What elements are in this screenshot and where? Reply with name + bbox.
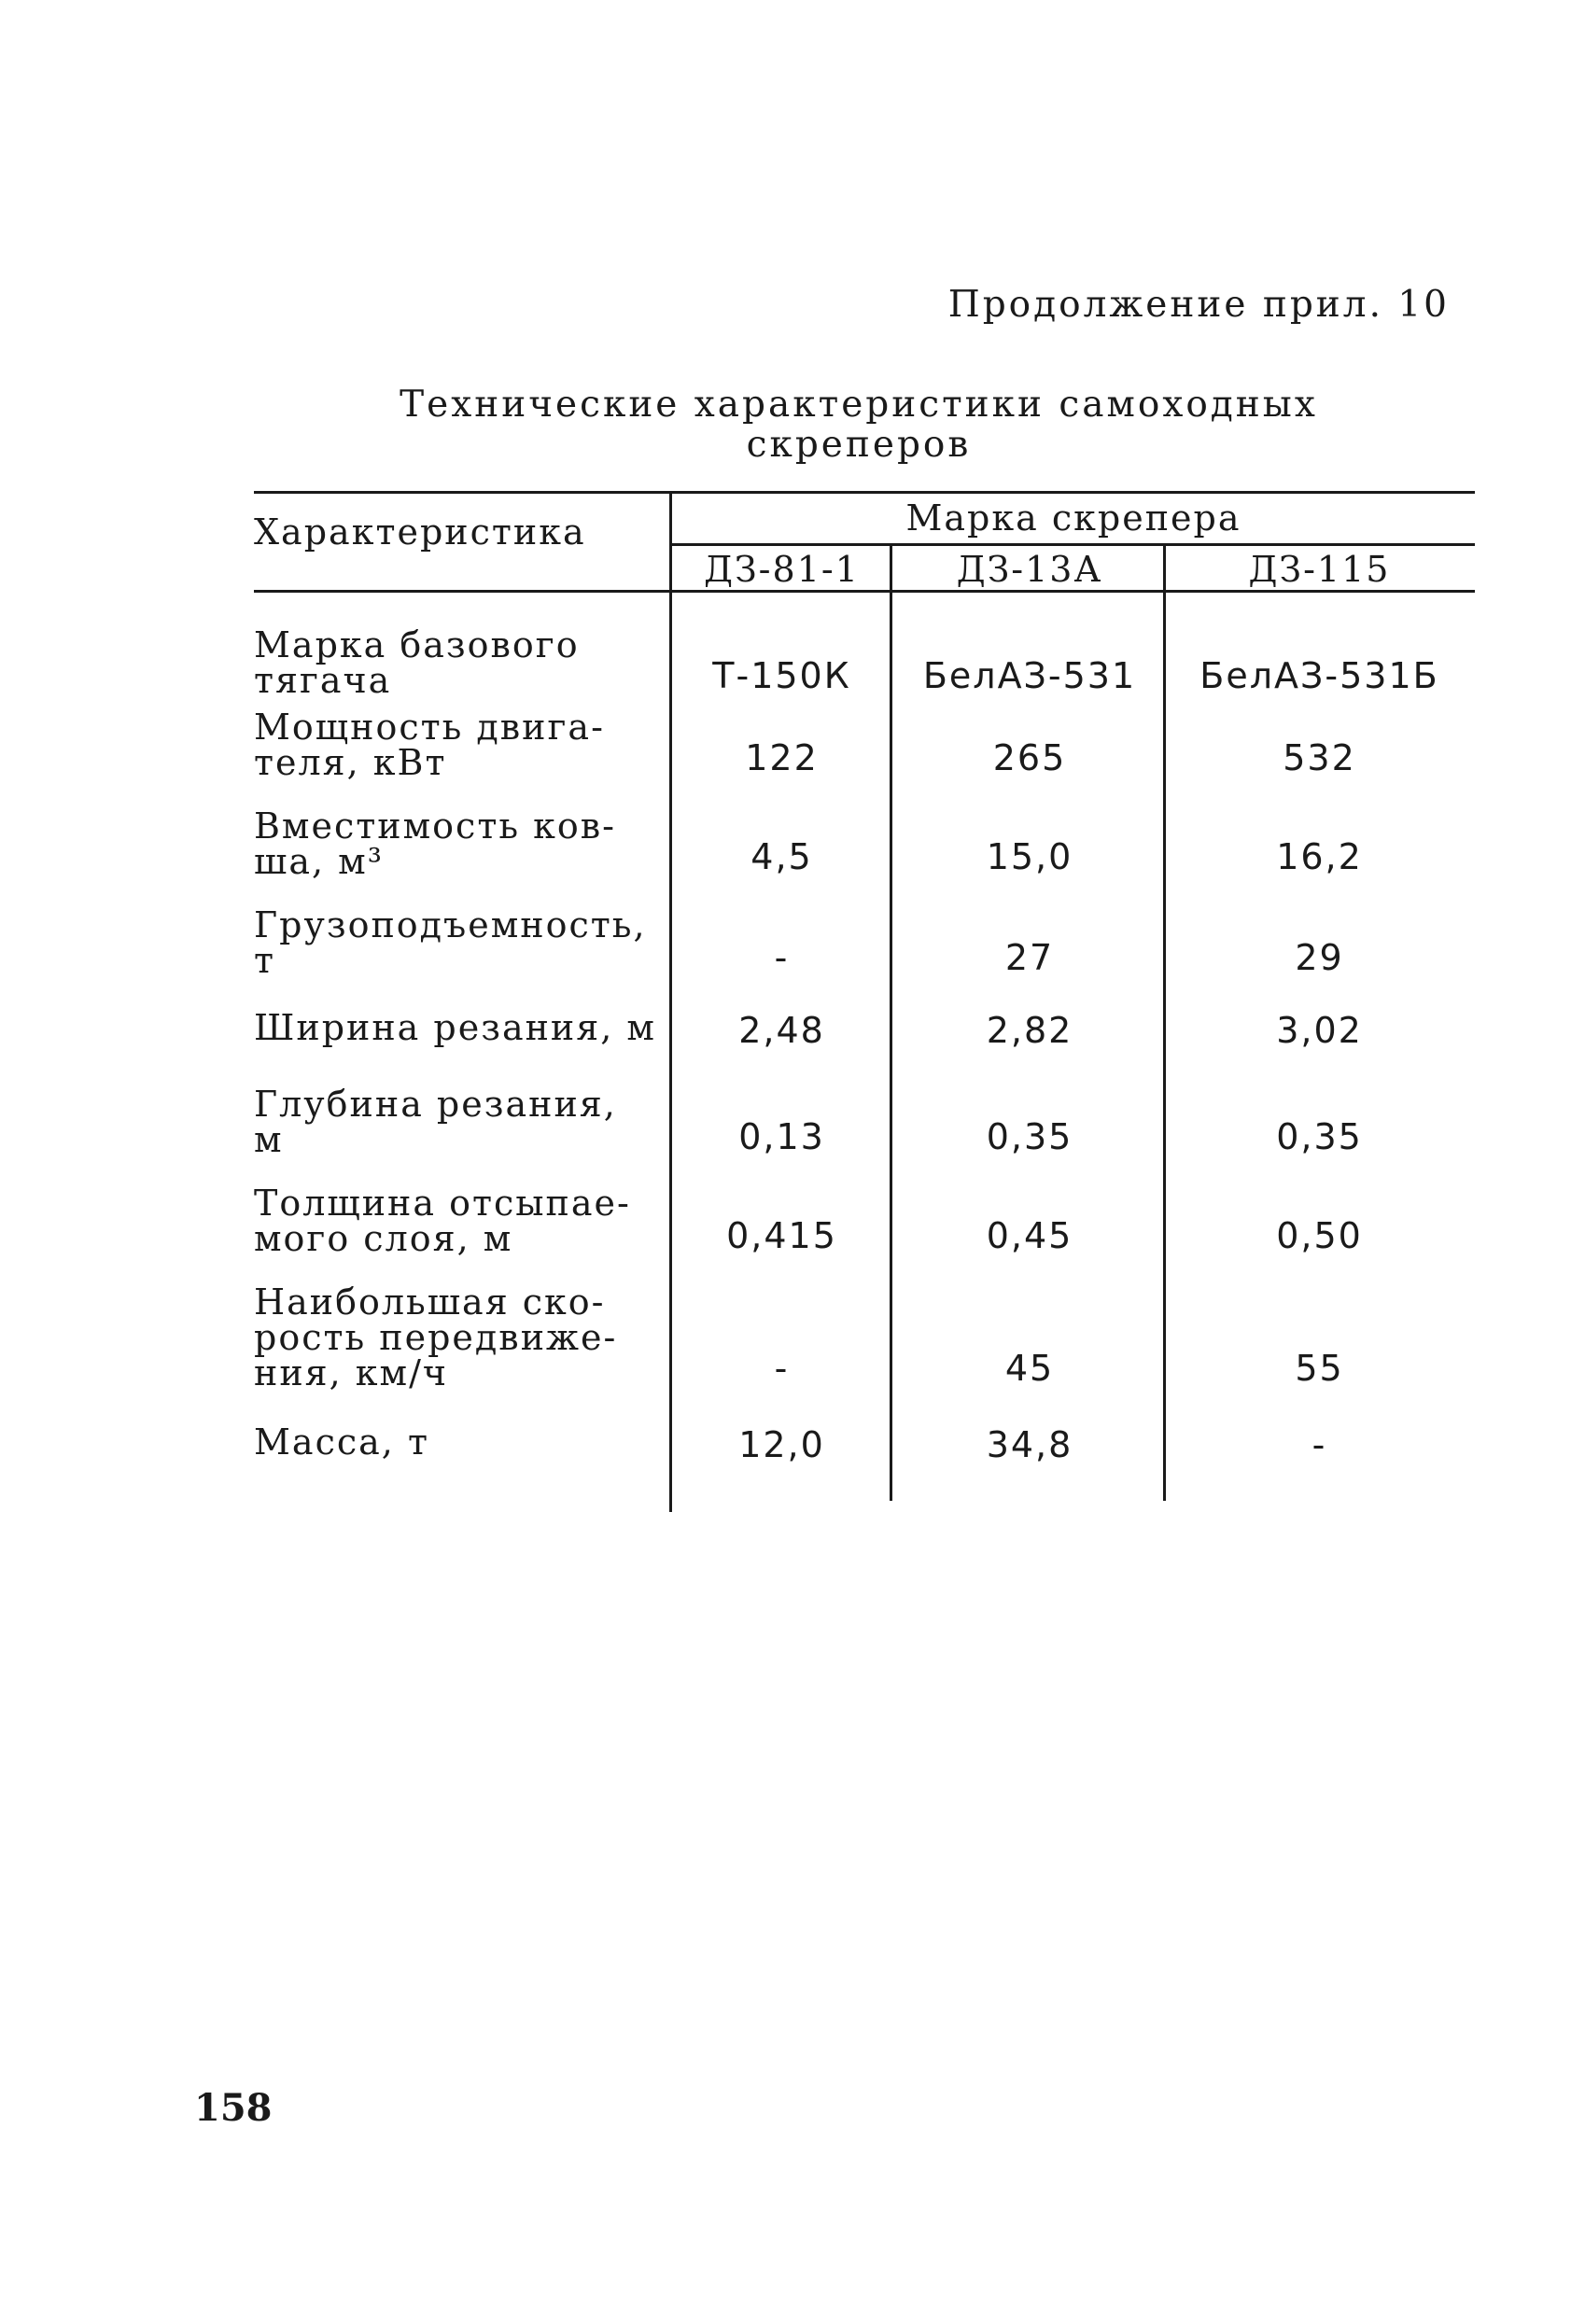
table-cell: 16,2 bbox=[1276, 836, 1363, 877]
column-header: ДЗ-81-1 bbox=[704, 549, 860, 590]
table-cell: 55 bbox=[1295, 1348, 1344, 1389]
table-cell: 12,0 bbox=[738, 1424, 825, 1465]
row-label bbox=[254, 1281, 665, 1393]
table-cell: 0,415 bbox=[726, 1215, 837, 1256]
column-header-rule bbox=[254, 590, 1475, 593]
row-label-line: Толщина отсыпае- bbox=[254, 1183, 631, 1224]
row-label-line: теля, кВт bbox=[254, 742, 447, 783]
row-label-line: Вместимость ков- bbox=[254, 805, 616, 847]
row-label bbox=[254, 1421, 665, 1463]
row-label-line: м bbox=[254, 1119, 284, 1160]
row-label-line: Масса, т bbox=[254, 1421, 429, 1463]
table-cell: 0,35 bbox=[986, 1116, 1073, 1157]
table-cell: 29 bbox=[1295, 937, 1344, 978]
row-label bbox=[254, 707, 665, 783]
row-label-line: Грузоподъемность, bbox=[254, 904, 647, 945]
table-cell: 2,82 bbox=[986, 1010, 1073, 1051]
row-label bbox=[254, 1007, 665, 1048]
row-label bbox=[254, 805, 665, 882]
row-label-line: рость передвиже- bbox=[254, 1317, 618, 1358]
table-top-rule bbox=[254, 491, 1475, 494]
row-label bbox=[254, 1084, 665, 1160]
row-label-line: тягача bbox=[254, 660, 392, 701]
table-cell: 532 bbox=[1283, 737, 1356, 778]
table-cell: 0,13 bbox=[738, 1116, 825, 1157]
row-label-line: т bbox=[254, 940, 276, 981]
table-cell: БелАЗ-531Б bbox=[1199, 655, 1439, 696]
table-cell: 0,50 bbox=[1276, 1215, 1363, 1256]
table-cell: 27 bbox=[1004, 937, 1055, 978]
table-cell: 265 bbox=[992, 737, 1067, 778]
continuation-note: Продолжение прил. 10 bbox=[947, 284, 1450, 326]
table-cell: - bbox=[774, 1348, 790, 1389]
row-label bbox=[254, 904, 665, 981]
row-label-line: Наибольшая ско- bbox=[254, 1281, 606, 1323]
row-label bbox=[254, 624, 665, 701]
table-title-line-2: скреперов bbox=[746, 424, 972, 466]
table-cell: 0,45 bbox=[986, 1215, 1073, 1256]
table-cell: 3,02 bbox=[1276, 1010, 1363, 1051]
row-label-line: Глубина резания, bbox=[254, 1084, 617, 1125]
table-cell: 2,48 bbox=[738, 1010, 825, 1051]
column-header: ДЗ-13А bbox=[956, 549, 1103, 590]
row-label-line: ния, км/ч bbox=[254, 1352, 449, 1393]
table-cell: 45 bbox=[1004, 1348, 1055, 1389]
brand-header-rule bbox=[672, 543, 1475, 546]
table-cell: - bbox=[1312, 1424, 1327, 1465]
row-label-line: мого слоя, м bbox=[254, 1218, 513, 1259]
table-cell: 122 bbox=[745, 737, 819, 778]
table-cell: Т-150К bbox=[712, 655, 851, 696]
row-label bbox=[254, 1183, 665, 1259]
table-cell: БелАЗ-531 bbox=[922, 655, 1137, 696]
table-cell: 15,0 bbox=[986, 836, 1073, 877]
row-label-line: ша, м³ bbox=[254, 841, 384, 882]
column-header: ДЗ-115 bbox=[1248, 549, 1391, 590]
table-cell: 4,5 bbox=[750, 836, 813, 877]
table-cell: - bbox=[774, 937, 790, 978]
header-characteristic: Характеристика bbox=[254, 511, 586, 553]
row-label-line: Мощность двига- bbox=[254, 707, 605, 748]
page-number: 158 bbox=[194, 2086, 273, 2130]
table-cell: 0,35 bbox=[1276, 1116, 1363, 1157]
row-label-line: Ширина резания, м bbox=[254, 1007, 656, 1048]
table-title-line-1: Технические характеристики самоходных bbox=[400, 384, 1318, 426]
header-scraper-brand: Марка скрепера bbox=[905, 497, 1241, 539]
row-label-line: Марка базового bbox=[254, 624, 580, 665]
table-title bbox=[280, 385, 1438, 465]
table-cell: 34,8 bbox=[986, 1424, 1073, 1465]
